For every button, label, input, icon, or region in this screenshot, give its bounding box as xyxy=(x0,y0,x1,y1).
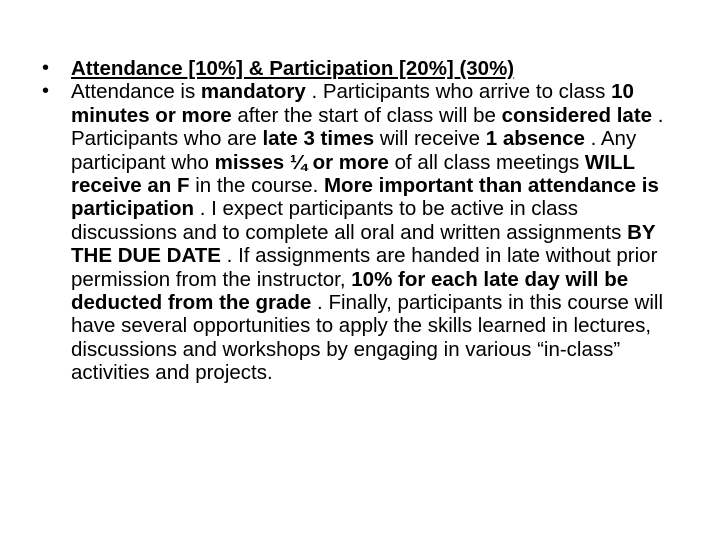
policy-text-segment: 1 absence xyxy=(485,127,585,151)
policy-text-segment: . Participants who are xyxy=(71,103,664,151)
policy-text-segment: misses ¼ or more xyxy=(214,150,389,174)
policy-text-segment: of all class meetings xyxy=(394,150,585,174)
policy-text-segment: 10 minutes or more xyxy=(71,80,634,127)
policy-text-segment: in the course. xyxy=(195,174,324,198)
policy-text-segment: mandatory xyxy=(200,80,306,104)
policy-text-segment: . Participants who arrive to class xyxy=(311,80,612,104)
bullet-icon: • xyxy=(42,80,50,103)
policy-text-segment: considered late xyxy=(501,103,653,127)
bullet-item-heading xyxy=(36,57,676,80)
policy-text-segment: More important than attendance is participation xyxy=(71,174,659,221)
policy-text-segment: WILL receive an F xyxy=(71,150,635,198)
section-heading: Attendance [10%] & Participation [20%] (30%) xyxy=(71,57,515,80)
policy-text-segment: Attendance is xyxy=(71,80,201,104)
bullet-list xyxy=(36,57,676,385)
policy-text-segment: . Any participant who xyxy=(71,127,637,174)
policy-text-segment: late 3 times xyxy=(262,127,375,151)
policy-text-segment: . If assignments are handed in late without prior permission from the instructor, xyxy=(71,244,658,291)
policy-text-segment: 10% for each late day will be deducted from the grade xyxy=(71,267,629,315)
policy-paragraph xyxy=(71,80,663,384)
policy-text-segment: will receive xyxy=(379,127,486,151)
policy-text-segment: BY THE DUE DATE xyxy=(71,220,656,268)
bullet-icon: • xyxy=(42,57,50,79)
policy-text-segment: . I expect participants to be active in class discussions and to complete all oral and written assignments xyxy=(71,197,628,244)
policy-text-segment: after the start of class will be xyxy=(237,103,502,127)
policy-text-segment: . Finally, participants in this course will have several opportunities to apply the skills learned in lectures, discussions and workshops by engaging in various “in-class” activities and projects. xyxy=(71,291,664,385)
bullet-item-policy xyxy=(36,80,676,384)
